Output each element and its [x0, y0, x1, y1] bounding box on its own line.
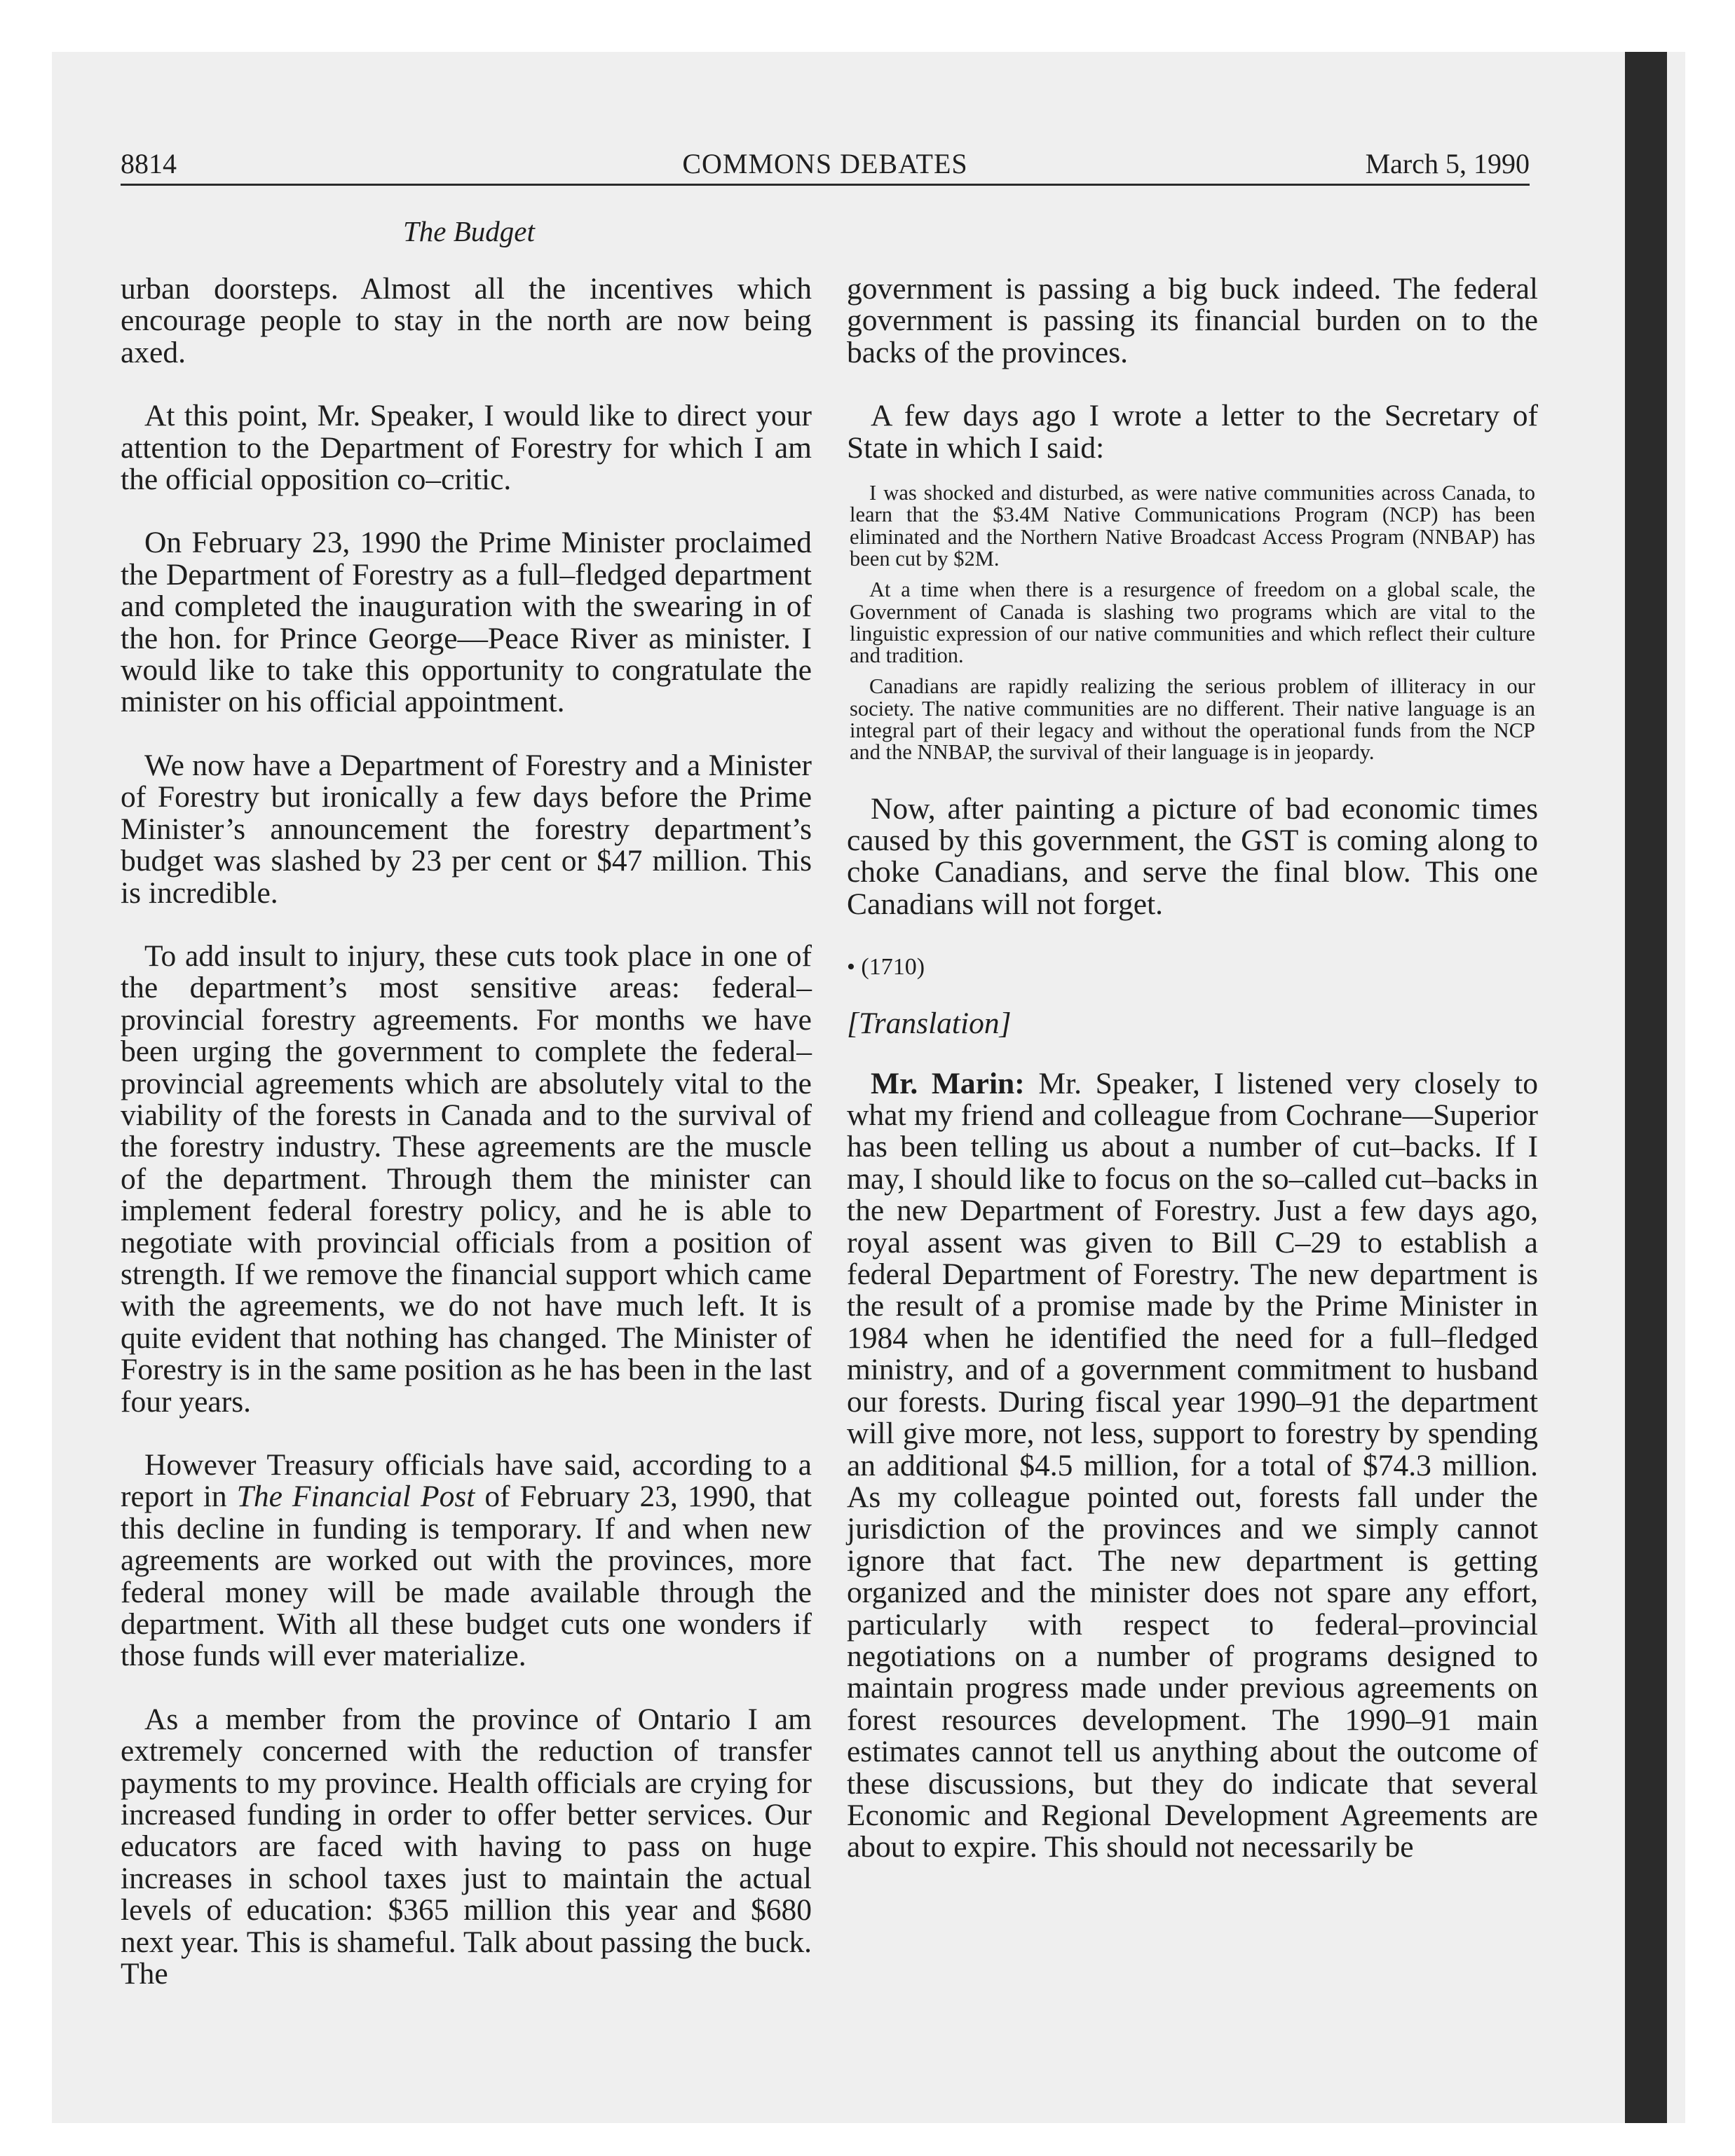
- paragraph: Now, after painting a picture of bad economic times caused by this government, the GST is coming along to choke Canadians, and serve the final blow. This one Canadians will not forget.: [847, 791, 1538, 921]
- page-number: 8814: [121, 148, 177, 179]
- publication-title: COMMONS DEBATES: [682, 148, 968, 179]
- paragraph: We now have a Department of Forestry and a Minister of Forestry but ironically a few days before the Prime Minister’s announcement the forestry department’s budget was slashed by 23 per cent or $47 million. This is incredible.: [121, 748, 812, 910]
- publication-citation: The Financial Post: [236, 1480, 475, 1514]
- paragraph: To add insult to injury, these cuts took place in one of the department’s most sensitive areas: federal–provincial forestry agreements. For months we have been urging the government to complete the federal–provincial agreements which are absolutely vital to the viability of the forests in Canada and to the survival of the forestry industry. These agreements are the muscle of the department. Through them the minister can implement federal forestry policy, and he is able to negotiate with provincial officials from a position of strength. If we remove the financial support which came with the agreements, we do not have much left. It is quite evident that nothing has changed. The Minister of Forestry is in the same position as he has been in the last four years.: [121, 939, 812, 1419]
- paragraph: government is passing a big buck indeed. The federal government is passing its financial burden on to the backs of the provinces.: [847, 272, 1538, 369]
- translation-label: Translation: [858, 1007, 1000, 1041]
- scan-border: [1625, 52, 1667, 2123]
- page-date: March 5, 1990: [1365, 148, 1530, 179]
- paragraph: A few days ago I wrote a letter to the Secretary of State in which I said:: [847, 399, 1538, 465]
- block-quote: I was shocked and disturbed, as were native communities across Canada, to learn that the $3.4M Native Communications Program (NCP) has been eliminated and the Northern Native Broadcast Access Program (NNBAP) has been cut by $2M.: [850, 481, 1535, 571]
- paragraph: On February 23, 1990 the Prime Minister proclaimed the Department of Forestry as a full–fledged department and completed the inauguration with the swearing in of the hon. for Prince George—Peace River as minister. I would like to take this opportunity to congratulate the minister on his official appointment.: [121, 526, 812, 719]
- bullet-icon: •: [847, 954, 855, 981]
- block-quote: Canadians are rapidly realizing the serious problem of illiteracy in our society. The native communities are no different. Their native language is an integral part of their legacy and without the operational funds from the NCP and the NNBAP, the survival of their language is in jeopardy.: [850, 674, 1535, 765]
- paragraph: [847, 1068, 1538, 1864]
- left-column: [121, 273, 812, 2022]
- paragraph: urban doorsteps. Almost all the incentives which encourage people to stay in the north are now being axed.: [121, 272, 812, 369]
- paragraph: At this point, Mr. Speaker, I would like to direct your attention to the Department of Forestry for which I am the official opposition co–critic.: [121, 399, 812, 497]
- section-title: The Budget: [403, 215, 535, 247]
- time-stamp: (1710): [861, 954, 925, 981]
- time-marker: [847, 952, 1538, 983]
- paragraph: As a member from the province of Ontario I am extremely concerned with the reduction of transfer payments to my province. Health officials are crying for increased funding in order to offer better services. Our educators are faced with having to pass on huge increases in school taxes just to maintain the actual levels of education: $365 million this year and $680 next year. This is shameful. Talk about passing the buck. The: [121, 1702, 812, 1991]
- right-column: [847, 273, 1538, 1895]
- speech-text: Mr. Speaker, I listened very closely to what my friend and colleague from Cochrane—Superior has been telling us about a number of cut–backs. If I may, I should like to focus on the so–called cut–backs in the new Department of Forestry. Just a few days ago, royal assent was given to Bill C–29 to establish a federal Department of Forestry. The new department is the result of a promise made by the Prime Minister in 1984 when he identified the need for a full–fledged ministry, and of a government commitment to husband our forests. During fiscal year 1990–91 the department will give more, not less, support to forestry by spending an additional $4.5 million, for a total of $74.3 million. As my colleague pointed out, forests fall under the jurisdiction of the provinces and we simply cannot ignore that fact. The new department is getting organized and the minister does not spare any effort, particularly with respect to federal–provincial negotiations on a number of programs designed to maintain progress made under previous agreements on forest resources development. The 1990–91 main estimates cannot tell us anything about the outcome of these discussions, but they do indicate that several Economic and Regional Development Agreements are about to expire. This should not necessarily be: [847, 1066, 1538, 1864]
- text-run: However Treasury officials have said, according to a report in: [121, 1448, 812, 1514]
- block-quote: At a time when there is a resurgence of freedom on a global scale, the Government of Canada is slashing two programs which are vital to the linguistic expression of our native communities and which reflect their culture and tradition.: [850, 578, 1535, 668]
- bracket: ]: [999, 1007, 1012, 1041]
- page-header: [121, 140, 1530, 186]
- translation-note: [847, 1008, 1538, 1039]
- speaker-name: Mr. Marin:: [871, 1066, 1025, 1100]
- bracket: [: [847, 1007, 859, 1041]
- text-run: of February 23, 1990, that this decline in funding is temporary. If and when new agreements are worked out with the provinces, more federal money will be made available through the department. With all these budget cuts one wonders if those funds will ever materialize.: [121, 1480, 812, 1673]
- paragraph: [121, 1449, 812, 1672]
